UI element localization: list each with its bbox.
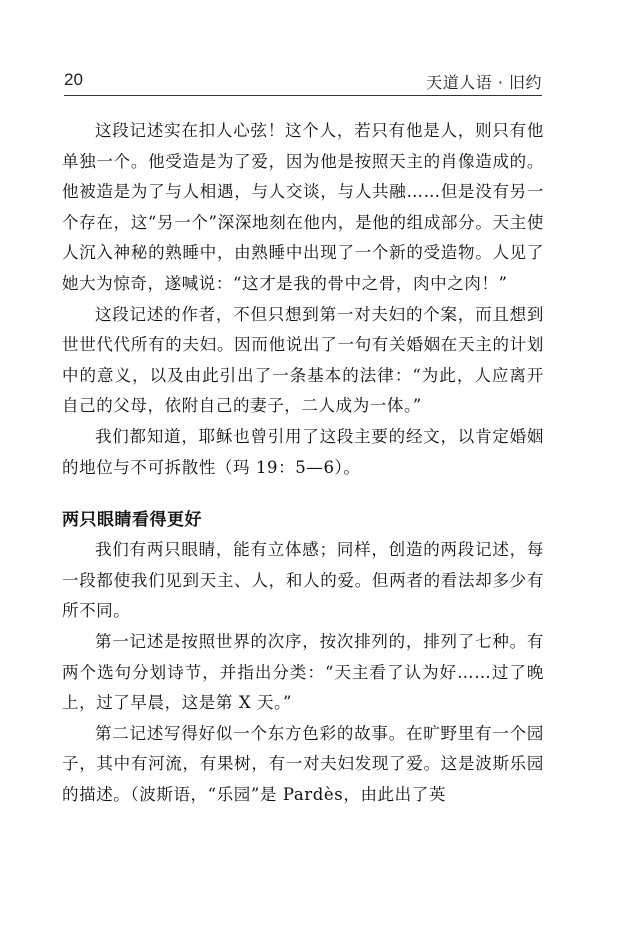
page-header bbox=[64, 66, 542, 96]
paragraph: 第一记述是按照世界的次序，按次排列的，排列了七种。有两个选句分划诗节，并指出分类：“天主看了认为好……过了晚上，过了早晨，这是第 X 天。” bbox=[62, 631, 544, 713]
running-title: 天道人语 · 旧约 bbox=[426, 73, 542, 92]
page-body bbox=[62, 116, 544, 810]
paragraph: 我们都知道，耶稣也曾引用了这段主要的经文，以肯定婚姻的地位与不可拆散性（玛 19：5—6）。 bbox=[62, 426, 544, 477]
paragraph: 这段记述实在扣人心弦！这个人，若只有他是人，则只有他单独一个。他受造是为了爱，因为他是按照天主的肖像造成的。他被造是为了与人相遇，与人交谈，与人共融……但是没有另一个存在，这“另一个”深深地刻在他内，是他的组成部分。天主使人沉入神秘的熟睡中，由熟睡中出现了一个新的受造物。人见了她大为惊奇，遂喊说：“这才是我的骨中之骨，肉中之肉！” bbox=[62, 121, 544, 293]
page-number: 20 bbox=[64, 70, 83, 89]
paragraph: 第二记述写得好似一个东方色彩的故事。在旷野里有一个园子，其中有河流，有果树，有一对夫妇发现了爱。这是波斯乐园的描述。（波斯语，“乐园”是 Pardès，由此出了英 bbox=[62, 723, 544, 804]
paragraph: 我们有两只眼睛，能有立体感；同样，创造的两段记述，每一段都使我们见到天主、人，和人的爱。但两者的看法却多少有所不同。 bbox=[62, 540, 544, 621]
section-heading: 两只眼睛看得更好 bbox=[62, 510, 202, 531]
paragraph: 这段记述的作者，不但只想到第一对夫妇的个案，而且想到世世代代所有的夫妇。因而他说出了一句有关婚姻在天主的计划中的意义，以及由此引出了一条基本的法律：“为此，人应离开自己的父母，依附自己的妻子，二人成为一体。” bbox=[62, 304, 544, 416]
header-rule bbox=[64, 95, 542, 96]
